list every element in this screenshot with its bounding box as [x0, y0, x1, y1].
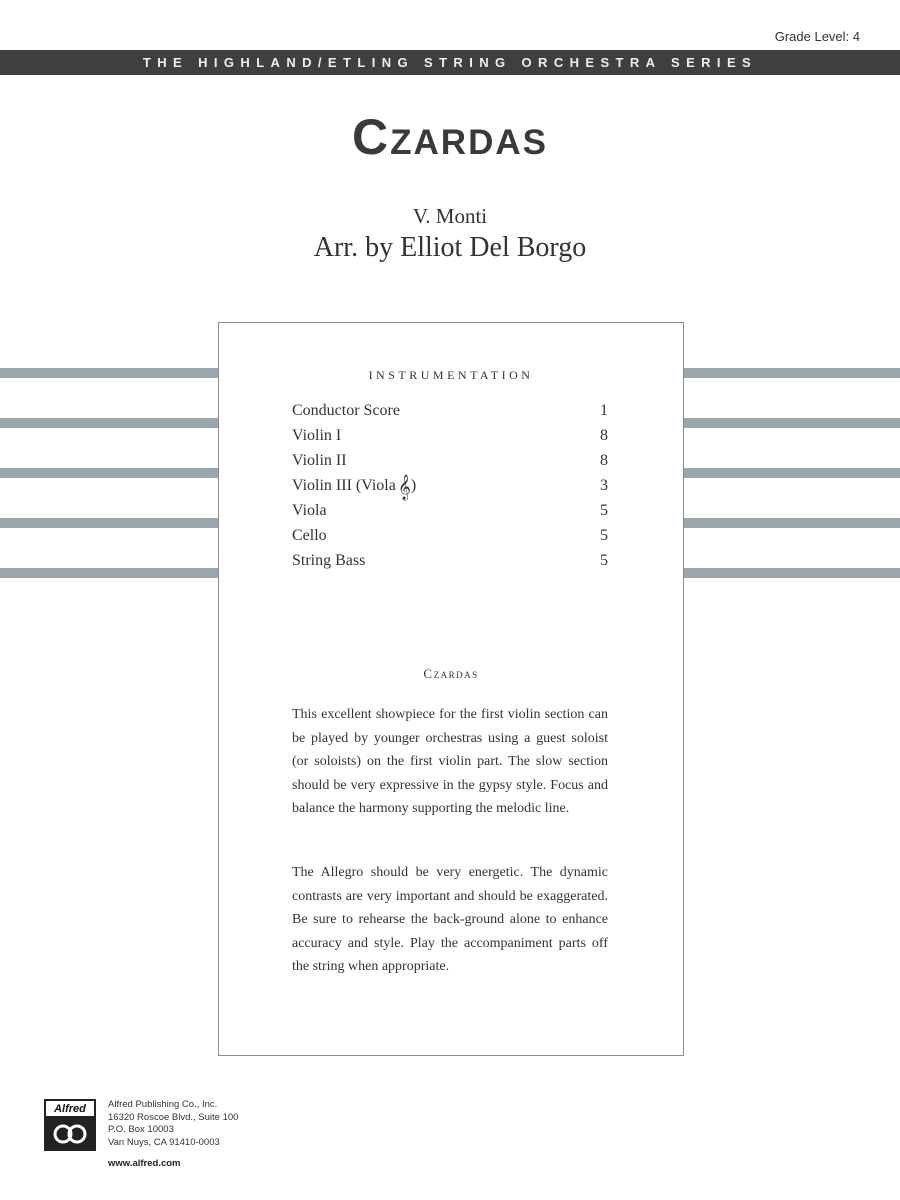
instrument-row — [292, 475, 608, 500]
instrument-row — [292, 450, 608, 475]
instrument-name: Violin II — [292, 452, 347, 469]
logo-emblem-icon — [46, 1118, 94, 1149]
instrument-name: Viola — [292, 502, 327, 519]
address-line: Alfred Publishing Co., Inc. — [108, 1099, 218, 1110]
instrument-row — [292, 500, 608, 525]
instrument-quantity: 5 — [600, 502, 608, 519]
staff-line — [684, 368, 900, 378]
instrumentation-list — [292, 400, 608, 575]
staff-line — [0, 468, 218, 478]
description-title: Czardas — [423, 666, 479, 681]
instrument-name: Violin I — [292, 427, 342, 444]
address-line: Van Nuys, CA 91410-0003 — [108, 1136, 220, 1148]
instrument-name-suffix: ) — [410, 477, 417, 494]
instrument-name: Cello — [292, 527, 327, 544]
arranger: Arr. by Elliot Del Borgo — [313, 232, 587, 263]
publisher-address — [108, 1099, 238, 1149]
instrument-row — [292, 400, 608, 425]
alfred-logo — [44, 1099, 96, 1151]
instrument-name: Conductor Score — [292, 402, 400, 419]
staff-line — [0, 518, 218, 528]
description-paragraph: The Allegro should be very energetic. The dynamic contrasts are very important and should be exaggerated. Be sure to rehearse the back-ground alone to enhance accuracy and style. Play the accompaniment parts off the string when appropriate. — [292, 865, 608, 974]
treble-clef-icon: 𝄞 — [397, 475, 411, 500]
publisher-website-link[interactable]: www.alfred.com — [108, 1158, 181, 1169]
instrument-name: Violin III (Viola — [292, 477, 396, 494]
instrument-name-group — [292, 475, 416, 500]
instrument-quantity: 5 — [600, 527, 608, 544]
staff-line — [684, 568, 900, 578]
grade-level: Grade Level: 4 — [774, 29, 860, 44]
instrument-quantity: 8 — [600, 427, 608, 444]
address-line: P.O. Box 10003 — [108, 1124, 174, 1135]
instrument-name: String Bass — [292, 552, 366, 569]
instrument-quantity: 3 — [600, 477, 608, 494]
logo-wordmark: Alfred — [46, 1101, 94, 1118]
instrument-quantity: 1 — [600, 402, 608, 419]
instrument-row — [292, 425, 608, 450]
instrument-quantity: 8 — [600, 452, 608, 469]
staff-line — [684, 518, 900, 528]
instrumentation-heading: INSTRUMENTATION — [368, 368, 534, 382]
instrument-quantity: 5 — [600, 552, 608, 569]
staff-line — [0, 368, 218, 378]
series-banner: THE HIGHLAND/ETLING STRING ORCHESTRA SERIES — [0, 50, 900, 75]
instrument-row — [292, 525, 608, 550]
composer: V. Monti — [412, 204, 488, 228]
instrument-row — [292, 550, 608, 575]
staff-line — [684, 468, 900, 478]
staff-line — [0, 418, 218, 428]
staff-line — [684, 418, 900, 428]
staff-line — [0, 568, 218, 578]
description-paragraph: This excellent showpiece for the first violin section can be played by younger orchestras using a guest soloist (or soloists) on the first violin part. The slow section should be very expressive in the gypsy style. Focus and balance the harmony supporting the melodic line. — [292, 707, 608, 816]
page-title: Czardas — [352, 109, 548, 165]
address-line: 16320 Roscoe Blvd., Suite 100 — [108, 1111, 239, 1123]
